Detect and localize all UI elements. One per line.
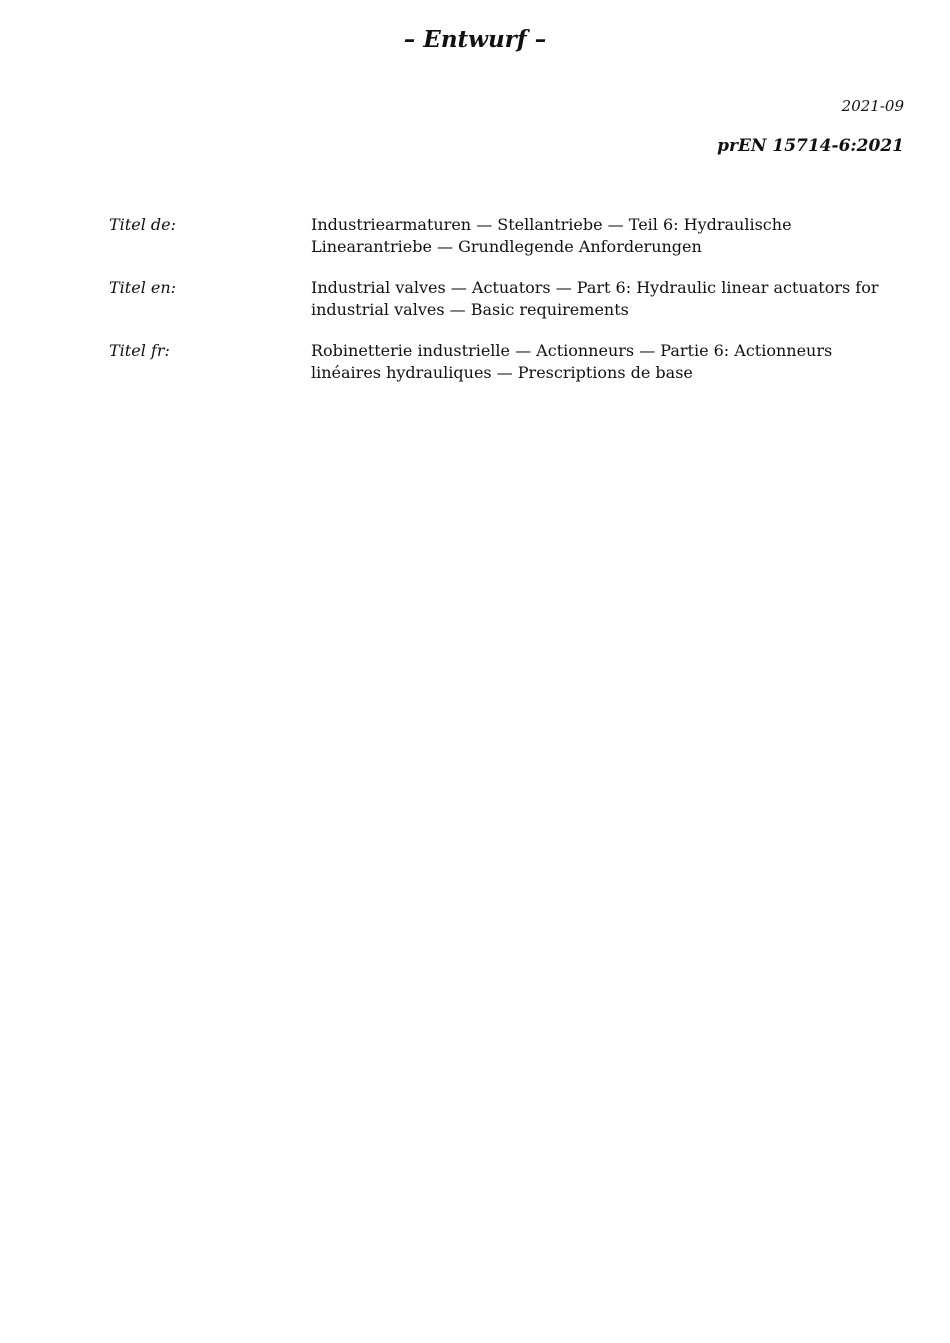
title-label-de: Titel de: (109, 215, 176, 234)
title-label-fr: Titel fr: (109, 341, 170, 360)
document-date: 2021-09 (841, 97, 904, 115)
title-row-en (109, 277, 904, 321)
title-label-en: Titel en: (109, 278, 177, 297)
title-row-de (109, 214, 904, 258)
title-row-fr (109, 340, 904, 384)
titles-table (109, 214, 904, 403)
title-text-de: Industriearmaturen — Stellantriebe — Teil 6: Hydraulische Linearantriebe — Grundlegende Anforderungen (311, 215, 792, 256)
title-text-en: Industrial valves — Actuators — Part 6: Hydraulic linear actuators for industrial valves — Basic requirements (311, 278, 879, 319)
document-number: prEN 15714-6:2021 (717, 136, 904, 156)
draft-banner: – Entwurf – (403, 26, 547, 53)
title-text-fr: Robinetterie industrielle — Actionneurs — Partie 6: Actionneurs linéaires hydrauliques — Prescriptions de base (311, 341, 833, 382)
